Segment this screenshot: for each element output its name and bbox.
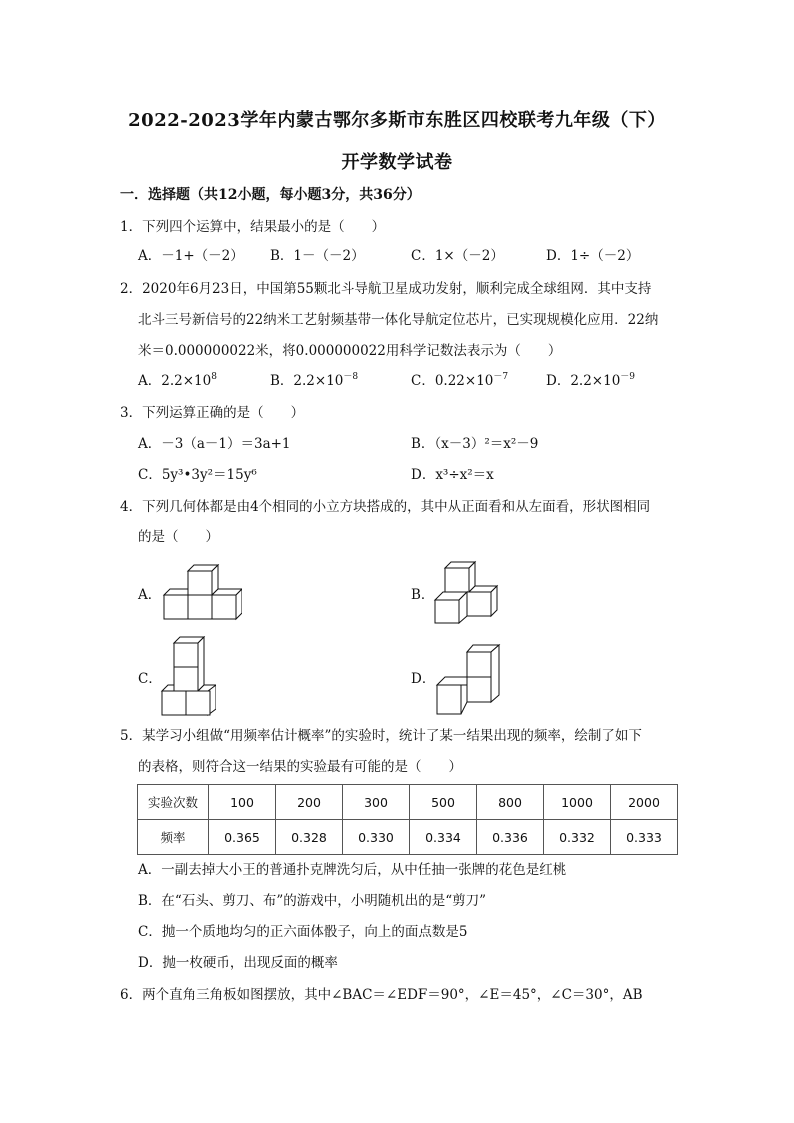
table-cell: 0.328 bbox=[276, 820, 343, 855]
q4-figure-c bbox=[160, 636, 216, 718]
q4-figure-b bbox=[433, 560, 499, 624]
q1-stem: 1．下列四个运算中，结果最小的是（ ） bbox=[120, 219, 386, 235]
q2-line3: 米＝0.000000022米，将0.000000022用科学记数法表示为（ ） bbox=[138, 343, 562, 359]
q1-option-b: B．1－（－2） bbox=[270, 248, 365, 264]
table-cell: 0.365 bbox=[209, 820, 276, 855]
table-cell: 100 bbox=[209, 785, 276, 820]
q3-option-b: B．（x－3）²＝x²－9 bbox=[411, 436, 539, 452]
q5-option-b: B．在“石头、剪刀、布”的游戏中，小明随机出的是“剪刀” bbox=[138, 893, 487, 909]
q4-figure-a bbox=[160, 564, 242, 624]
q3-stem: 3．下列运算正确的是（ ） bbox=[120, 405, 305, 421]
q2-option-a: A．$2.2\times 10^8$ bbox=[138, 372, 217, 389]
table-header-trials: 实验次数 bbox=[138, 785, 209, 820]
q3-option-d: D．x³÷x²＝x bbox=[411, 467, 494, 483]
exam-title-line2: 开学数学试卷 bbox=[341, 152, 453, 173]
q1-option-c: C．1×（－2） bbox=[411, 248, 504, 264]
q2-line2: 北斗三号新信号的22纳米工艺射频基带一体化导航定位芯片，已实现规模化应用．22纳 bbox=[138, 312, 659, 328]
q5-option-d: D．抛一枚硬币，出现反面的概率 bbox=[138, 955, 338, 971]
q5-line2: 的表格，则符合这一结果的实验最有可能的是（ ） bbox=[138, 759, 462, 775]
q5-option-c: C．抛一个质地均匀的正六面体骰子，向上的面点数是5 bbox=[138, 924, 468, 940]
table-cell: 200 bbox=[276, 785, 343, 820]
table-row-frequency bbox=[138, 820, 678, 855]
table-cell: 0.333 bbox=[611, 820, 678, 855]
q1-option-d: D．1÷（－2） bbox=[546, 248, 640, 264]
q5-line1: 5．某学习小组做“用频率估计概率”的实验时，统计了某一结果出现的频率，绘制了如下 bbox=[120, 728, 642, 744]
table-cell: 0.336 bbox=[477, 820, 544, 855]
q1-option-a: A．－1+（－2） bbox=[138, 248, 244, 264]
q4-label-d: D． bbox=[411, 671, 436, 687]
q4-label-c: C． bbox=[138, 671, 162, 687]
q4-figure-d bbox=[433, 642, 501, 718]
q4-line2: 的是（ ） bbox=[138, 529, 219, 545]
table-cell: 1000 bbox=[544, 785, 611, 820]
q6-stem: 6．两个直角三角板如图摆放，其中∠BAC＝∠EDF＝90°，∠E＝45°，∠C＝30°，AB bbox=[120, 987, 643, 1003]
table-cell: 2000 bbox=[611, 785, 678, 820]
q3-option-c: C．5y³•3y²＝15y⁶ bbox=[138, 467, 257, 483]
table-row-trials bbox=[138, 785, 678, 820]
q2-line1: 2．2020年6月23日，中国第55颗北斗导航卫星成功发射，顺利完成全球组网．其中支持 bbox=[120, 281, 652, 297]
table-cell: 0.330 bbox=[343, 820, 410, 855]
table-cell: 0.332 bbox=[544, 820, 611, 855]
q2-option-c: C．$0.22\times 10^{-7}$ bbox=[411, 372, 509, 389]
q2-option-b: B．$2.2\times 10^{-8}$ bbox=[270, 372, 359, 389]
table-cell: 800 bbox=[477, 785, 544, 820]
q5-option-a: A．一副去掉大小王的普通扑克牌洗匀后，从中任抽一张牌的花色是红桃 bbox=[138, 862, 567, 878]
frequency-table bbox=[137, 784, 678, 855]
q2-option-d: D．$2.2\times 10^{-9}$ bbox=[546, 372, 636, 389]
table-cell: 0.334 bbox=[410, 820, 477, 855]
q4-label-b: B． bbox=[411, 587, 435, 603]
table-header-frequency: 频率 bbox=[138, 820, 209, 855]
section-heading: 一．选择题（共12小题，每小题3分，共36分） bbox=[120, 187, 421, 203]
q3-option-a: A．－3（a－1）＝3a+1 bbox=[138, 436, 291, 452]
q4-label-a: A． bbox=[138, 587, 162, 603]
q4-line1: 4．下列几何体都是由4个相同的小立方块搭成的，其中从正面看和从左面看，形状图相同 bbox=[120, 499, 651, 515]
exam-title-line1: 2022-2023学年内蒙古鄂尔多斯市东胜区四校联考九年级（下） bbox=[128, 110, 666, 131]
table-cell: 300 bbox=[343, 785, 410, 820]
table-cell: 500 bbox=[410, 785, 477, 820]
